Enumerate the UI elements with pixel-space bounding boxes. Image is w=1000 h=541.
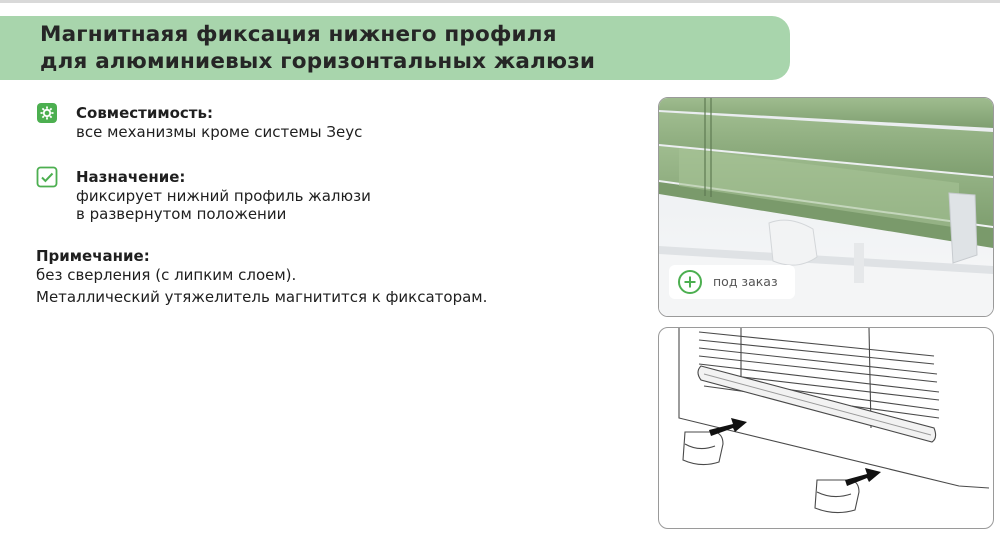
note-line-1: без сверления (с липким слоем). xyxy=(36,266,297,284)
order-badge xyxy=(669,265,795,299)
note-line-2: Металлический утяжелитель магнитится к фиксаторам. xyxy=(36,288,488,306)
gear-icon xyxy=(36,102,58,124)
top-divider xyxy=(0,0,1000,3)
note-label: Примечание: xyxy=(36,247,150,265)
purpose-line-1: фиксирует нижний профиль жалюзи xyxy=(76,187,371,205)
purpose-label: Назначение: xyxy=(76,168,186,186)
page-title-line-2: для алюминиевых горизонтальных жалюзи xyxy=(40,49,596,74)
page-title-line-1: Магнитнаяя фиксация нижнего профиля xyxy=(40,22,557,47)
installation-illustration xyxy=(659,328,993,528)
plus-circle-icon xyxy=(677,269,703,295)
installation-drawing xyxy=(658,327,994,529)
compatibility-text: все механизмы кроме системы Зеус xyxy=(76,123,363,141)
purpose-line-2: в развернутом положении xyxy=(76,205,287,223)
checkmark-icon xyxy=(36,166,58,188)
compatibility-label: Совместимость: xyxy=(76,104,213,122)
order-badge-label: под заказ xyxy=(713,274,778,289)
